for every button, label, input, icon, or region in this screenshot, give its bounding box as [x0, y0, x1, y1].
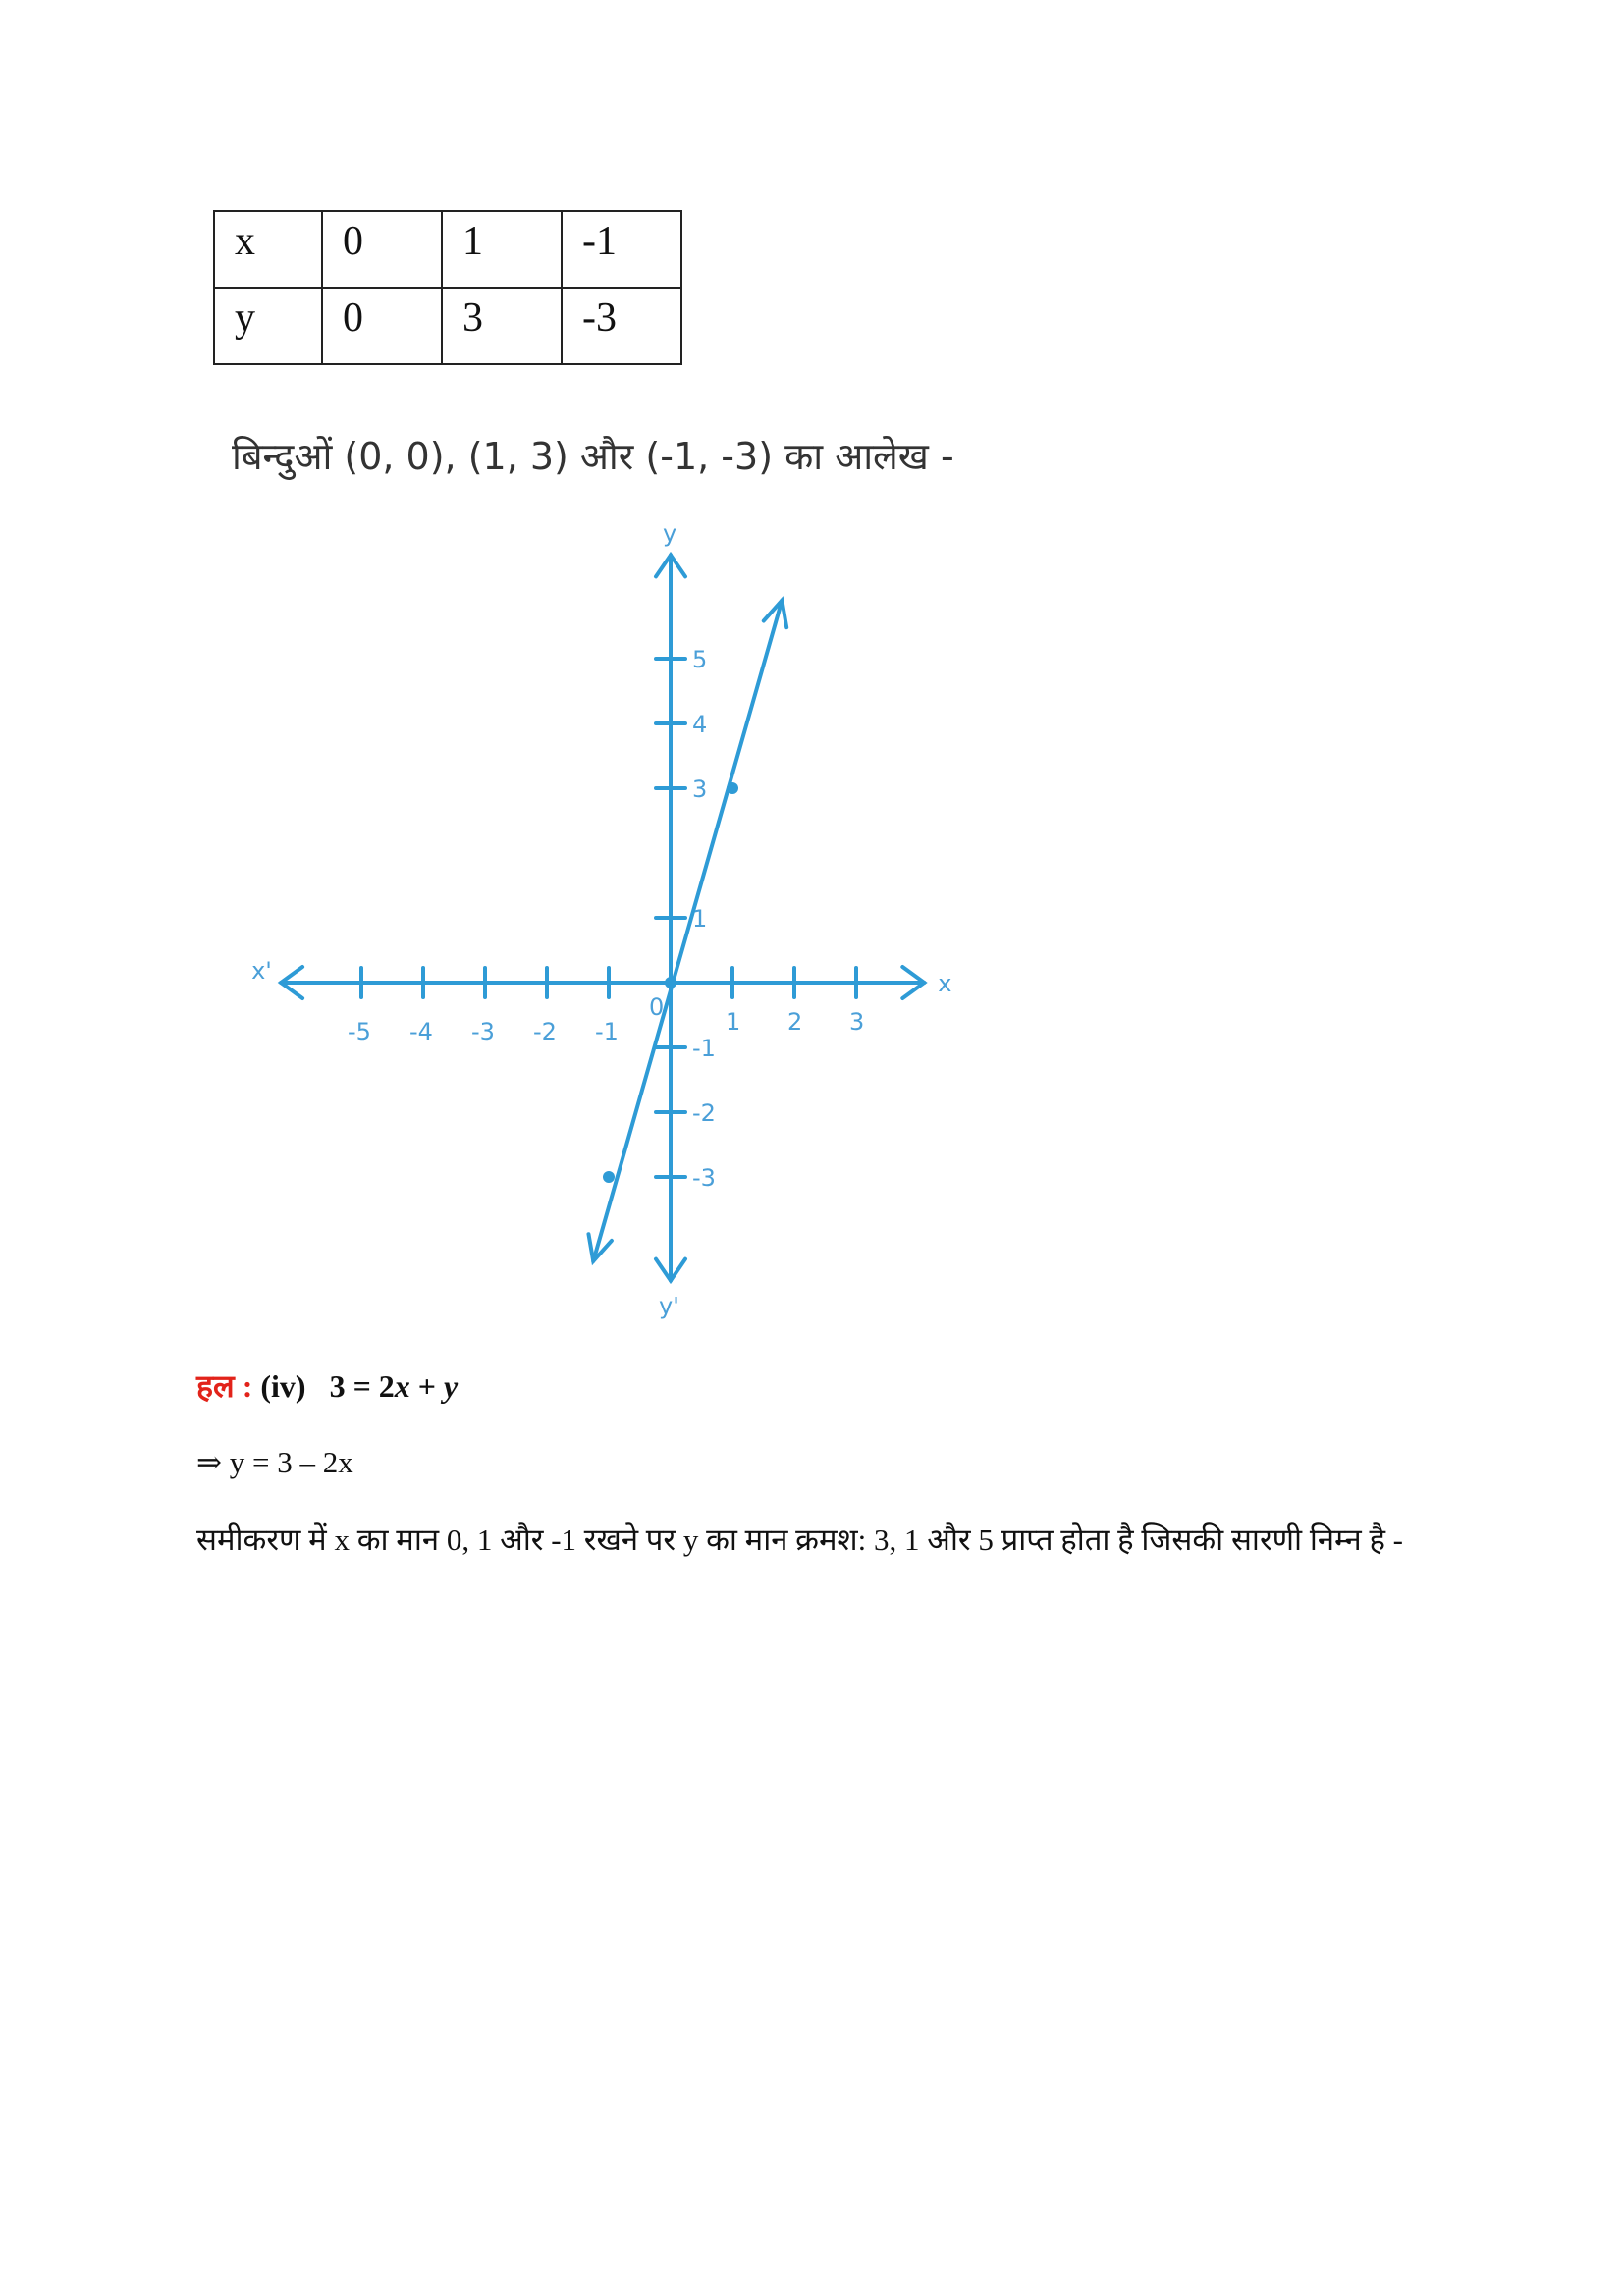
- equation-mid: +: [409, 1368, 445, 1404]
- table-cell: -3: [562, 288, 681, 364]
- solution-heading: [196, 1364, 458, 1407]
- y-neg-axis-label: y': [659, 1292, 679, 1320]
- data-point: [727, 782, 738, 794]
- axes: [251, 519, 951, 1319]
- table-cell: 3: [442, 288, 562, 364]
- table-cell: x: [214, 211, 322, 288]
- graph-line: [593, 601, 782, 1261]
- x-tick-label: -1: [595, 1018, 619, 1045]
- y-tick-label: 4: [692, 711, 708, 738]
- equation-var-x: x: [394, 1368, 410, 1404]
- y-tick-label: 5: [692, 646, 708, 673]
- y-tick-label: -1: [692, 1035, 716, 1062]
- x-tick-label: -3: [471, 1018, 495, 1045]
- plot-line: [588, 601, 786, 1261]
- table-cell: -1: [562, 211, 681, 288]
- x-tick-label: 2: [787, 1008, 803, 1036]
- explanation-paragraph: समीकरण में x का मान 0, 1 और -1 रखने पर y का मान क्रमश: 3, 1 और 5 प्राप्त होता है जिसकी सारणी निम्न है -: [196, 1522, 1403, 1557]
- x-tick-label: 3: [849, 1008, 865, 1036]
- y-tick-label: 1: [692, 905, 708, 933]
- table-cell: 0: [322, 288, 442, 364]
- x-tick-label: 1: [726, 1008, 741, 1036]
- y-axis-label: y: [663, 519, 677, 548]
- y-tick-label: -2: [692, 1099, 716, 1127]
- x-tick-label: -2: [533, 1018, 557, 1045]
- tick-marks: [348, 646, 864, 1192]
- equation-left: 3 = 2: [329, 1368, 395, 1404]
- y-tick-label: -3: [692, 1164, 716, 1192]
- x-tick-label: -5: [348, 1018, 371, 1045]
- table-cell: 1: [442, 211, 562, 288]
- x-axis-label: x: [938, 970, 952, 997]
- x-neg-axis-label: x': [251, 957, 272, 985]
- derived-equation: ⇒ y = 3 – 2x: [196, 1445, 353, 1479]
- x-tick-label: -4: [409, 1018, 433, 1045]
- graph-caption: बिन्दुओं (0, 0), (1, 3) और (-1, -3) का आलेख -: [232, 435, 954, 478]
- data-point: [665, 977, 676, 988]
- equation-var-y: y: [444, 1368, 459, 1404]
- solution-label: हल :: [196, 1368, 253, 1404]
- table-cell: 0: [322, 211, 442, 288]
- origin-label: 0: [649, 993, 665, 1021]
- table-cell: y: [214, 288, 322, 364]
- data-point: [603, 1171, 615, 1183]
- solution-part: (iv): [260, 1368, 306, 1404]
- y-tick-label: 3: [692, 775, 708, 803]
